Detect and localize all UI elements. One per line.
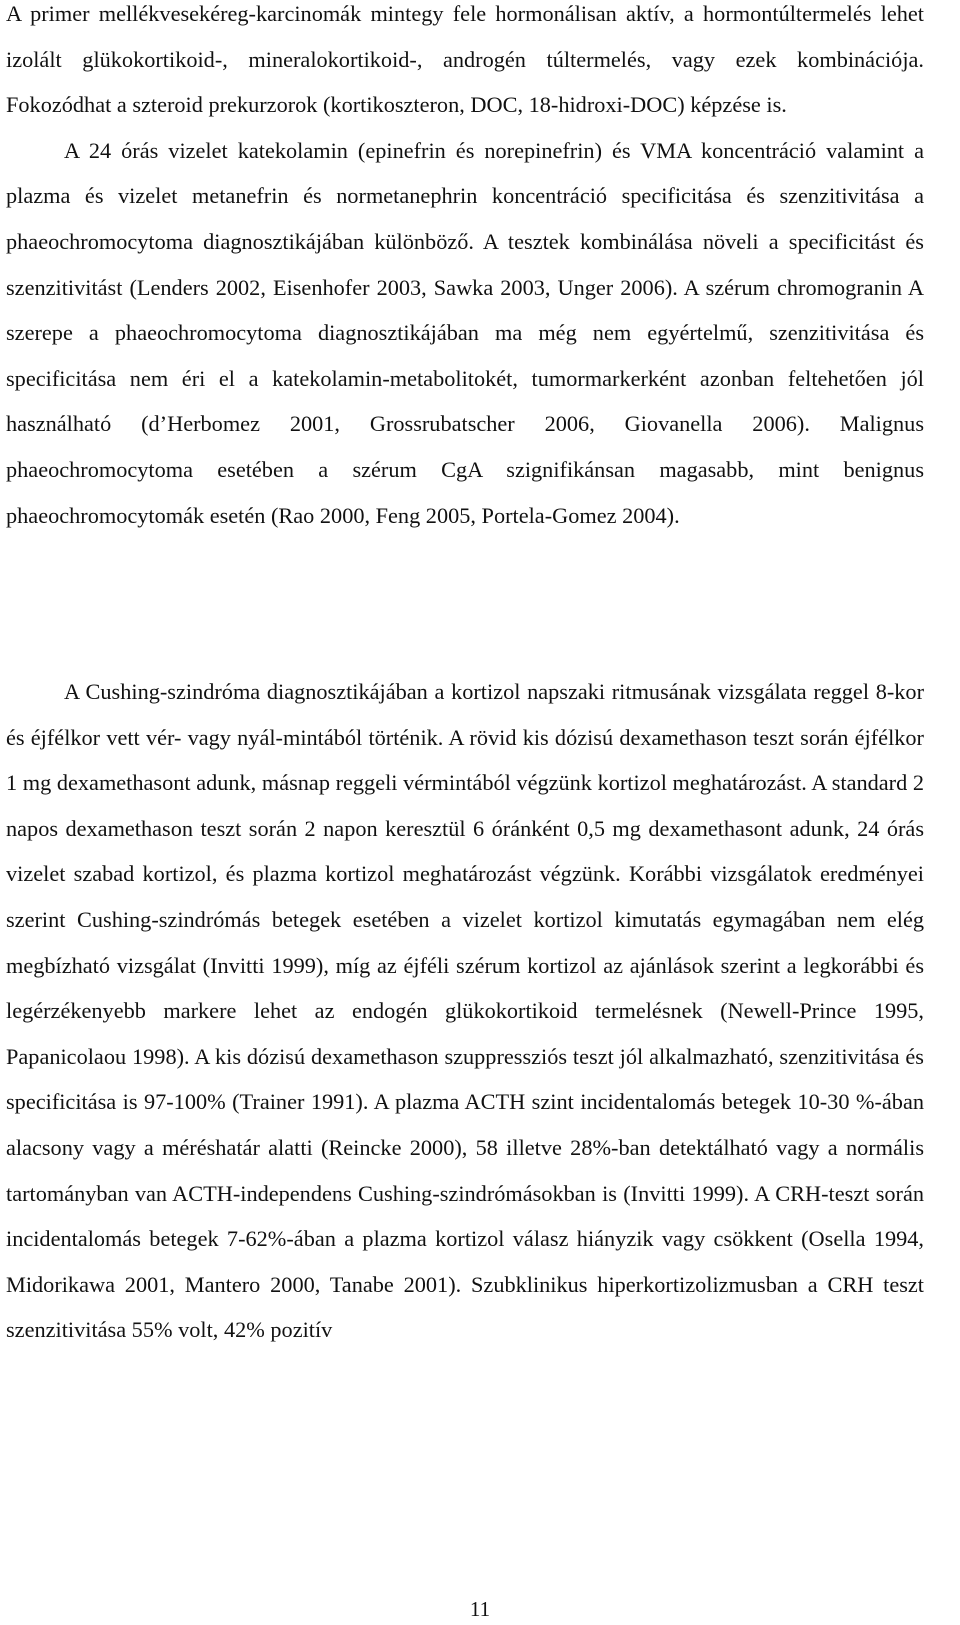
page-number: 11	[469, 1597, 491, 1621]
paragraph-cushing-syndrome: A Cushing-szindróma diagnosztikájában a kortizol napszaki ritmusának vizsgálata reggel 8-kor és éjfélkor vett vér- vagy nyál-mintából történik. A rövid kis dózisú dexamethason teszt során éjfélkor 1 mg dexamethasont adunk, másnap reggeli vérmintából végzünk kortizol meghatározást. A standard 2 napos dexamethason teszt során 2 napon keresztül 6 óránként 0,5 mg dexamethasont adunk, 24 órás vizelet szabad kortizol, és plazma kortizol meghatározást végzünk. Korábbi vizsgálatok eredményei szerint Cushing-szindrómás betegek esetében a vizelet kortizol kimutatás egymagában nem elég megbízható vizsgálat (Invitti 1999), míg az éjféli szérum kortizol az ajánlások szerint a legkorábbi és legérzékenyebb markere lehet az endogén glükokortikoid termelésnek (Newell-Prince 1995, Papanicolaou 1998). A kis dózisú dexamethason szuppressziós teszt jól alkalmazható, szenzitivitása és specificitása is 97-100% (Trainer 1991). A plazma ACTH szint incidentalomás betegek 10-30 %-ában alacsony vagy a méréshatár alatti (Reincke 2000), 58 illetve 28%-ban detektálható vagy a normális tartományban van ACTH-independens Cushing-szindrómásokban is (Invitti 1999). A CRH-teszt során incidentalomás betegek 7-62%-ában a plazma kortizol válasz hiányzik vagy csökkent (Osella 1994, Midorikawa 2001, Mantero 2000, Tanabe 2001). Szubklinikus hiperkortizolizmusban a CRH teszt szenzitivitása 55% volt, 42% pozitív	[6, 679, 924, 1343]
text-section-adrenal	[6, 0, 924, 538]
text-section-cushing	[6, 669, 924, 1353]
paragraph-adrenal-carcinoma: A primer mellékvesekéreg-karcinomák mintegy fele hormonálisan aktív, a hormontúltermelés lehet izolált glükokortikoid-, mineralokortikoid-, androgén túltermelés, vagy ezek kombinációja. Fokozódhat a szteroid prekurzorok (kortikoszteron, DOC, 18-hidroxi-DOC) képzése is.	[6, 1, 924, 118]
paragraph-phaeochromocytoma: A 24 órás vizelet katekolamin (epinefrin és norepinefrin) és VMA koncentráció valamint a plazma és vizelet metanefrin és normetanephrin koncentráció specificitása és szenzitivitása a phaeochromocytoma diagnosztikájában különböző. A tesztek kombinálása növeli a specificitást és szenzitivitást (Lenders 2002, Eisenhofer 2003, Sawka 2003, Unger 2006). A szérum chromogranin A szerepe a phaeochromocytoma diagnosztikájában ma még nem egyértelmű, szenzitivitása és specificitása nem éri el a katekolamin-metabolitokét, tumormarkerként azonban feltehetően jól használható (d’Herbomez 2001, Grossrubatscher 2006, Giovanella 2006). Malignus phaeochromocytoma esetében a szérum CgA szignifikánsan magasabb, mint benignus phaeochromocytomák esetén (Rao 2000, Feng 2005, Portela-Gomez 2004).	[6, 137, 924, 528]
